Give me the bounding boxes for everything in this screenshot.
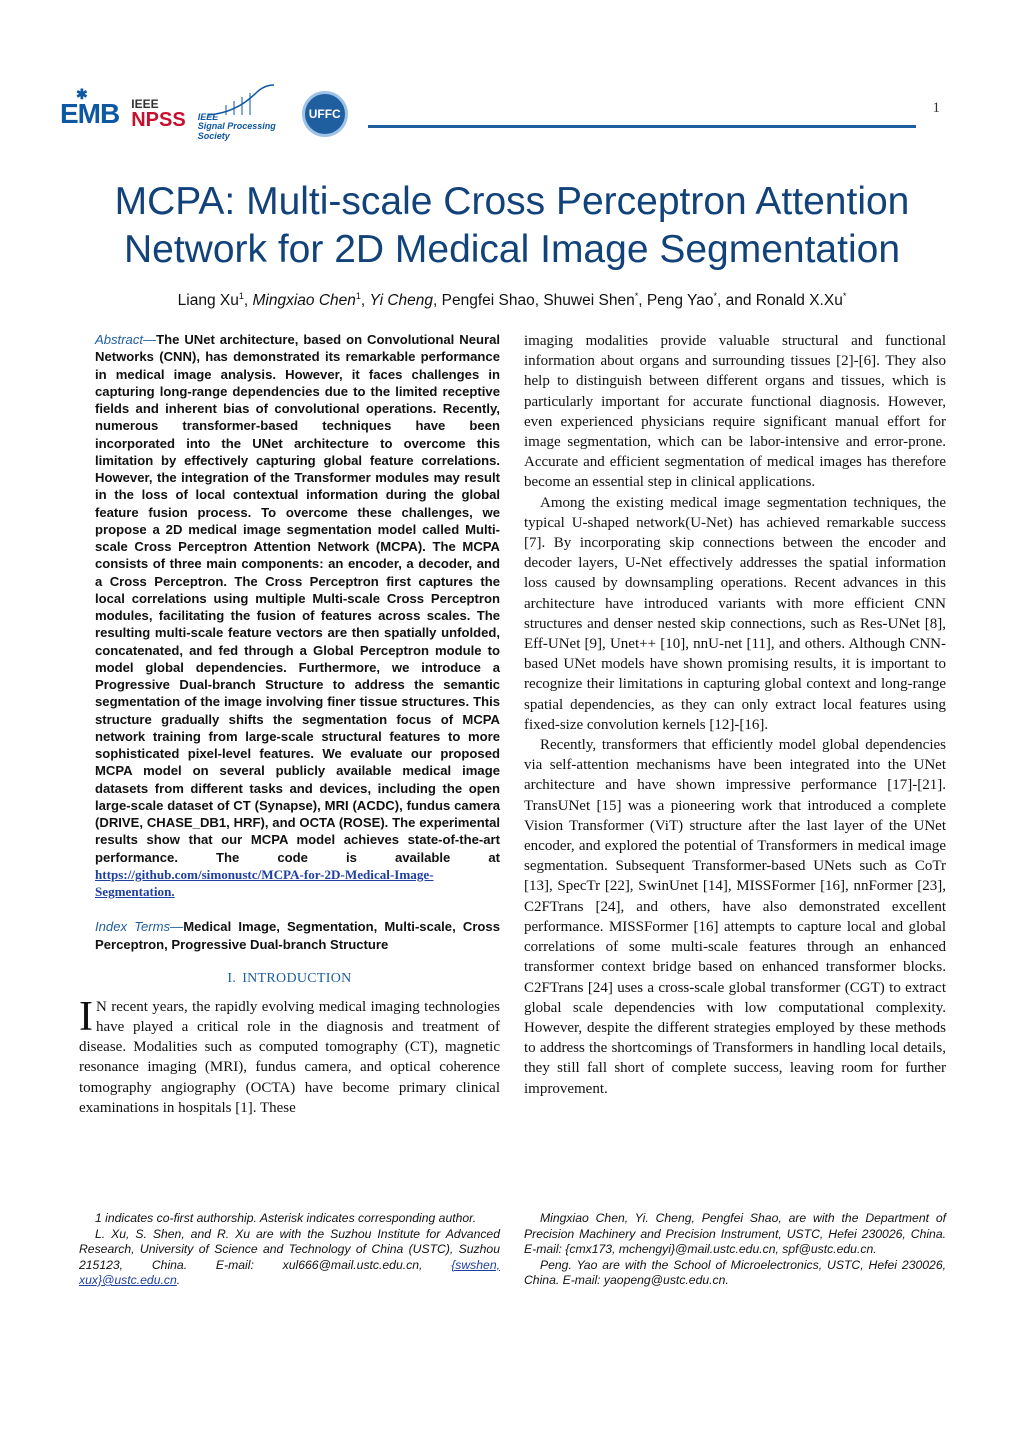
- uffc-logo-text: UFFC: [308, 107, 341, 121]
- uffc-logo: [302, 91, 348, 137]
- intro-paragraph-2: imaging modalities provide valuable structural and functional information about organs and surrounding tissues [2]-[6]. They also help to distinguish between different organs and tissues, which is particularly important for accurate functional diagnosis. However, even experienced physicians require significant manual effort for image segmentation, which can be labor-intensive and error-prone. Accurate and efficient segmentation of medical images has therefore become an essential step in clinical applications.: [524, 333, 946, 491]
- header-logos: [60, 84, 348, 144]
- author-3: Yi Cheng: [369, 292, 434, 310]
- index-terms-text: Medical Image, Segmentation, Multi-scale, Cross Perceptron, Progressive Dual-branch Structure: [95, 919, 500, 952]
- author-2-sup: 1: [355, 291, 361, 301]
- sps-line1: IEEE: [197, 111, 219, 122]
- index-terms-lead: Index Terms—: [95, 919, 184, 935]
- emb-logo: [60, 86, 120, 130]
- intro-paragraph-3: Among the existing medical image segmentation techniques, the typical U-shaped network(U-Net) has achieved remarkable success [7]. By incorporating skip connections between the encoder and decoder layers, U-Net effectively addresses the spatial information loss caused by downsampling operations. Recent advances in this architecture have introduced variants with more efficient CNN structures and denser nested skip connections, such as Res-UNet [8], Eff-UNet [9], Unet++ [10], nnU-net [11], and others. Although CNN-based UNet models have shown promising results, it is important to recognize their limitations in capturing global context and long-range spatial dependencies, as they can only extract local features using fixed-size convolution kernels [12]-[16].: [524, 494, 946, 733]
- abstract-lead: Abstract—: [95, 332, 157, 347]
- emb-figure-icon: ✱: [76, 86, 87, 102]
- footnote-period: .: [176, 1273, 181, 1287]
- intro-paragraph-1: [79, 993, 500, 1118]
- section-heading-introduction: [79, 971, 500, 987]
- author-list: Liang Xu$^1$, Mingxiao Chen$^1$, Yi Cheng, Pengfei Shao, Shuwei Shen*, Peng Yao*, and Ronald X.Xu*: [177, 291, 847, 310]
- signal-processing-society-logo: [198, 87, 290, 141]
- drop-cap: I: [79, 993, 93, 1040]
- author-6-sup: *: [713, 291, 717, 301]
- footnote-co-first: 1 indicates co-first authorship. Asterisk indicates corresponding author.: [95, 1211, 477, 1225]
- code-link[interactable]: https://github.com/simonustc/MCPA-for-2D-Medical-Image-Segmentation.: [95, 866, 434, 899]
- sps-line2: Signal Processing Society: [197, 121, 276, 141]
- author-7-sup: *: [842, 291, 847, 301]
- intro-paragraph-1-text: N recent years, the rapidly evolving medical imaging technologies have played a critical role in the diagnosis and treatment of disease. Modalities such as computed tomography (CT), magnetic resonance imaging (MRI), fundus camera, and optical coherence tomography angiography (OCTA) have become primary clinical examinations in hospitals [1]. These: [79, 998, 500, 1116]
- section-number: I.: [227, 970, 237, 986]
- paper-title: MCPA: Multi-scale Cross Perceptron Attention Network for 2D Medical Image Segmentation: [114, 180, 910, 271]
- ieee-logo-text: IEEE: [131, 97, 159, 111]
- intro-paragraph-4: Recently, transformers that efficiently model global dependencies via self-attention mechanisms have been integrated into the UNet architecture and have shown impressive performance [17]-[21]. TransUNet [15] was a pioneering work that introduced a complete Vision Transformer (ViT) structure after the last layer of the UNet encoder, and explored the potential of Transformers in medical image segmentation. Subsequent Transformer-based UNets such as CoTr [13], SpecTr [22], SwinUnet [14], MISSFormer [16], nnFormer [23], C2FTrans [24], and others, have also demonstrated excellent performance. MISSFormer [16] attempts to capture local and global correlations of some multi-scale features through an enhanced transformer context bridge based on enhanced transformer blocks. C2FTrans [24] uses a cross-scale global transformer (CGT) to extract global scale dependencies with low computational complexity. However, despite the different strategies employed by these methods to address the shortcomings of Transformers in handling local details, they still fall short of complete success, leaving room for further improvement.: [524, 737, 946, 1097]
- author-5-sup: *: [634, 291, 639, 301]
- npss-logo-text: NPSS: [131, 109, 186, 131]
- footnote-affiliation-hefei: Mingxiao Chen, Yi. Cheng, Pengfei Shao, are with the Department of Precision Machinery and Precision Instrument, USTC, Hefei 230026, China. E-mail: {cmx173, mchengyi}@mail.ustc.edu.cn, spf@ustc.edu.cn.: [524, 1211, 946, 1256]
- index-terms: [79, 918, 500, 953]
- footnote-affiliation-suzhou: [79, 1227, 500, 1289]
- abstract-text: The UNet architecture, based on Convolutional Neural Networks (CNN), has demonstrated its remarkable performance in medical image analysis. However, it faces challenges in capturing long-range dependencies due to the limited receptive fields and inherent bias of convolutional operations. Recently, numerous transformer-based techniques have been incorporated into the UNet architecture to overcome this limitation by effectively capturing global feature correlations. However, the integration of the Transformer modules may result in the loss of local contextual information during the global feature fusion process. To overcome these challenges, we propose a 2D medical image segmentation model called Multi-scale Cross Perceptron Attention Network (MCPA). The MCPA consists of three main components: an encoder, a decoder, and a Cross Perceptron. The Cross Perceptron first captures the local correlations using multiple Multi-scale Cross Perceptron modules, facilitating the fusion of features across scales. The resulting multi-scale feature vectors are then spatially unfolded, concatenated, and fed through a Global Perceptron module to model global dependencies. Furthermore, we introduce a Progressive Dual-branch Structure to address the semantic segmentation of the image involving finer tissue structures. This structure gradually shifts the segmentation focus of MCPA network training from large-scale structural features to more sophisticated pixel-level features. We evaluate our proposed MCPA model on several publicly available medical image datasets from different tasks and devices, including the open large-scale dataset of CT (Synapse), MRI (ACDC), fundus camera (DRIVE, CHASE_DB1, HRF), and OCTA (ROSE). The experimental results show that our MCPA model achieves state-of-the-art performance. The code is available at: [95, 332, 500, 865]
- author-4: Pengfei Shao: [441, 292, 535, 310]
- ieee-npss-logo: [131, 98, 185, 130]
- right-column: [524, 331, 946, 1099]
- author-1-sup: 1: [238, 291, 244, 301]
- header-rule: [368, 125, 916, 128]
- left-column: [79, 331, 500, 1118]
- author-7: and Ronald X.Xu: [725, 292, 843, 310]
- sps-wave-icon: [206, 83, 276, 117]
- footnote-email-link[interactable]: {swshen, xux}@ustc.edu.cn: [79, 1257, 500, 1287]
- emb-logo-text: EMB: [60, 98, 120, 129]
- section-title: INTRODUCTION: [242, 970, 352, 986]
- abstract: [79, 331, 500, 900]
- footnote-affiliation-suzhou-text: L. Xu, S. Shen, and R. Xu are with the Suzhou Institute for Advanced Research, University of Science and Technology of China (USTC), Suzhou 215123, China. E-mail: xul666@mail.ustc.edu.cn,: [79, 1226, 500, 1272]
- footnote-affiliation-microelectronics: Peng. Yao are with the School of Microelectronics, USTC, Hefei 230026, China. E-mail: yaopeng@ustc.edu.cn.: [524, 1257, 946, 1287]
- author-1: Liang Xu: [177, 292, 239, 310]
- author-5: Shuwei Shen: [543, 292, 635, 310]
- author-6: Peng Yao: [646, 292, 714, 310]
- footnotes-left: [79, 1211, 500, 1289]
- author-2: Mingxiao Chen: [252, 292, 356, 310]
- footnotes-right: [524, 1211, 946, 1289]
- page-number: 1: [932, 100, 940, 116]
